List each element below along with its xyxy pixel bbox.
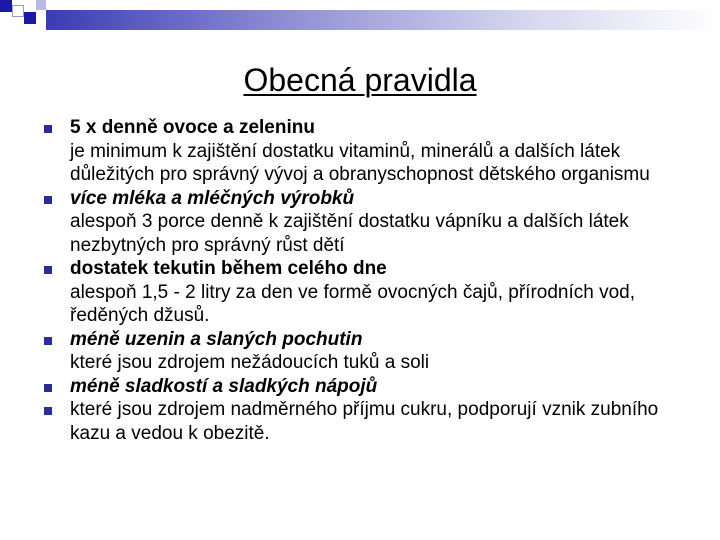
list-item	[40, 116, 700, 187]
list-item	[40, 187, 700, 258]
item-detail: které jsou zdrojem nežádoucích tuků a soli	[70, 352, 430, 373]
item-detail: je minimum k zajištění dostatku vitaminů, minerálů a dalších látek důležitých pro správný vývoj a obranyschopnost dětského organismu	[70, 140, 650, 185]
item-heading: dostatek tekutin během celého dne	[70, 258, 387, 279]
square-bullet-icon	[44, 266, 52, 274]
decor-square-icon	[0, 0, 12, 12]
item-detail: alespoň 3 porce denně k zajištění dostatku vápníku a dalších látek nezbytných pro správný růst dětí	[70, 211, 629, 256]
decor-square-icon	[12, 5, 24, 17]
header-band	[46, 10, 720, 30]
decor-square-icon	[36, 0, 46, 10]
bullet-list	[40, 116, 700, 445]
item-heading: méně uzenin a slaných pochutin	[70, 328, 363, 350]
list-item	[40, 328, 700, 375]
item-detail: alespoň 1,5 - 2 litry za den ve formě ovocných čajů, přírodních vod, ředěných džusů.	[70, 281, 636, 326]
square-bullet-icon	[44, 384, 52, 392]
square-bullet-icon	[44, 407, 52, 415]
item-detail: které jsou zdrojem nadměrného příjmu cukru, podporují vznik zubního kazu a vedou k obezitě.	[70, 399, 659, 444]
list-item	[40, 257, 700, 328]
item-heading: 5 x denně ovoce a zeleninu	[70, 117, 315, 138]
square-bullet-icon	[44, 337, 52, 345]
item-heading: méně sladkostí a sladkých nápojů	[70, 375, 378, 397]
slide-title: Obecná pravidla	[243, 62, 477, 98]
decor-square-icon	[24, 12, 36, 24]
square-bullet-icon	[44, 125, 52, 133]
list-item	[40, 375, 700, 399]
list-item	[40, 398, 700, 445]
square-bullet-icon	[44, 196, 52, 204]
item-heading: více mléka a mléčných výrobků	[70, 187, 355, 209]
